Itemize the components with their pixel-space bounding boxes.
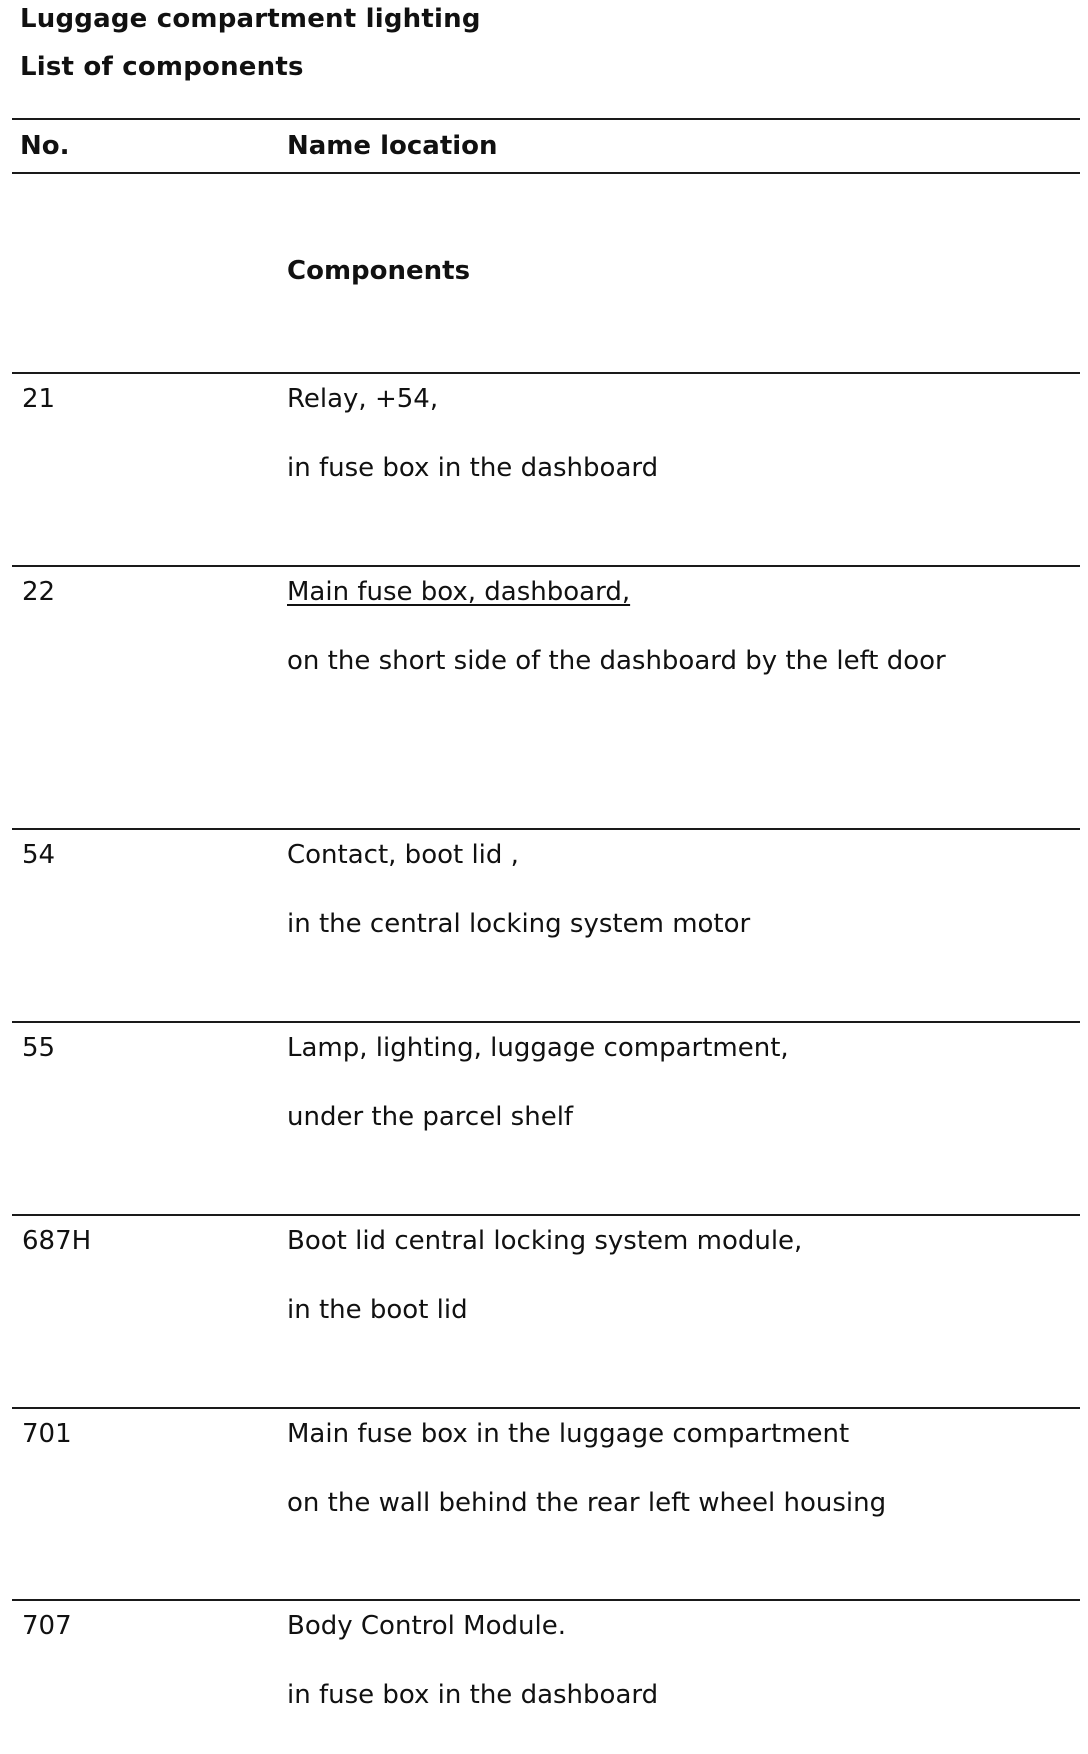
row-divider bbox=[12, 828, 1080, 830]
header-name-location: Name location bbox=[287, 131, 498, 161]
row-divider bbox=[12, 1021, 1080, 1023]
table-top-rule bbox=[12, 118, 1080, 120]
row-divider bbox=[12, 1214, 1080, 1216]
component-name: Main fuse box, dashboard, bbox=[287, 577, 631, 607]
row-divider bbox=[12, 1599, 1080, 1601]
component-number: 21 bbox=[22, 384, 56, 414]
header-no: No. bbox=[20, 131, 70, 161]
row-divider bbox=[12, 565, 1080, 567]
component-number: 707 bbox=[22, 1611, 72, 1641]
component-location: in fuse box in the dashboard bbox=[287, 1680, 659, 1710]
row-divider bbox=[12, 1407, 1080, 1409]
component-name: Lamp, lighting, luggage compartment, bbox=[287, 1033, 789, 1063]
component-number: 55 bbox=[22, 1033, 56, 1063]
component-name: Main fuse box in the luggage compartment bbox=[287, 1419, 850, 1449]
component-number: 701 bbox=[22, 1419, 72, 1449]
component-name: Relay, +54, bbox=[287, 384, 439, 414]
section-label: Components bbox=[287, 256, 471, 286]
header-bottom-rule bbox=[12, 172, 1080, 174]
component-number: 687H bbox=[22, 1226, 92, 1256]
component-location: on the wall behind the rear left wheel housing bbox=[287, 1488, 887, 1518]
component-number: 54 bbox=[22, 840, 56, 870]
component-name: Contact, boot lid , bbox=[287, 840, 519, 870]
document-title: Luggage compartment lighting bbox=[20, 4, 481, 34]
component-location: in the central locking system motor bbox=[287, 909, 751, 939]
component-location: under the parcel shelf bbox=[287, 1102, 574, 1132]
row-divider bbox=[12, 372, 1080, 374]
component-number: 22 bbox=[22, 577, 56, 607]
component-location: in fuse box in the dashboard bbox=[287, 453, 659, 483]
component-name: Body Control Module. bbox=[287, 1611, 566, 1641]
component-location: in the boot lid bbox=[287, 1295, 468, 1325]
document-subtitle: List of components bbox=[20, 52, 304, 82]
component-location: on the short side of the dashboard by the left door bbox=[287, 646, 946, 676]
component-name: Boot lid central locking system module, bbox=[287, 1226, 803, 1256]
